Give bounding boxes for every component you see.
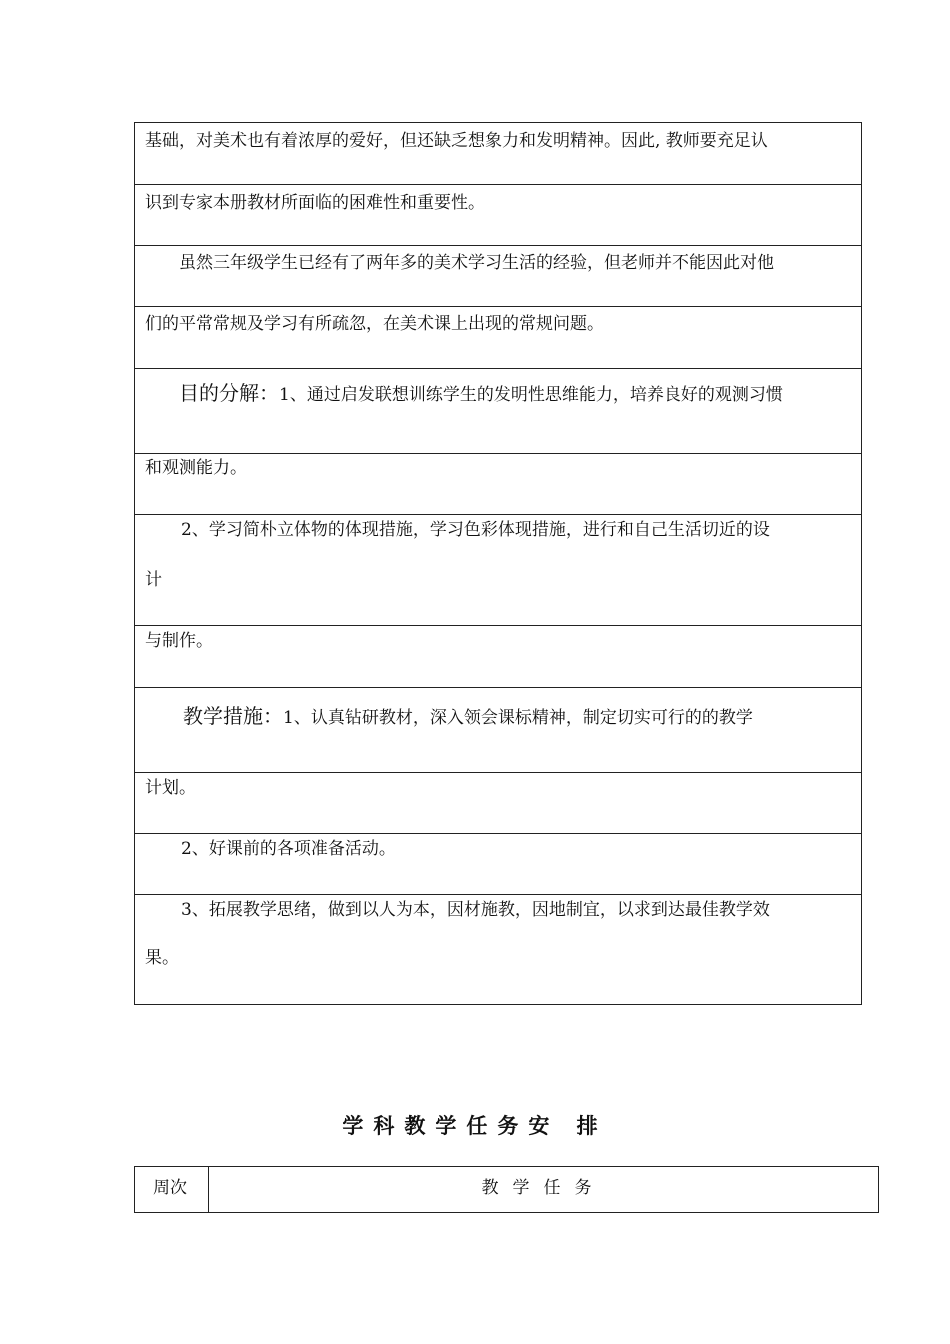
table-row <box>135 688 861 773</box>
row-text <box>183 706 753 728</box>
schedule-title: 学科教学任务安 排 <box>342 1113 608 1138</box>
table-row <box>135 307 861 369</box>
row-text: 计 <box>145 570 162 590</box>
table-row <box>135 515 861 626</box>
column-header-task: 教学任务 <box>481 1178 606 1198</box>
schedule-table <box>134 1166 879 1213</box>
table-row <box>135 895 861 1004</box>
content-table <box>134 122 862 1005</box>
row-text: 和观测能力。 <box>145 458 247 478</box>
table-row <box>135 185 861 246</box>
row-text: 2、学习简朴立体物的体现措施，学习色彩体现措施，进行和自己生活切近的设 <box>181 520 770 540</box>
section-text: 1、认真钻研教材，深入领会课标精神，制定切实可行的的教学 <box>283 708 753 728</box>
table-row <box>135 454 861 515</box>
table-row <box>135 773 861 834</box>
table-row <box>135 834 861 895</box>
row-text: 们的平常常规及学习有所疏忽，在美术课上出现的常规问题。 <box>145 314 604 334</box>
row-text: 与制作。 <box>145 631 213 651</box>
section-heading: 教学措施： <box>183 704 283 728</box>
section-heading: 目的分解： <box>179 381 279 405</box>
row-text: 基础，对美术也有着浓厚的爱好，但还缺乏想象力和发明精神。因此, 教师要充足认 <box>145 131 768 151</box>
table-row <box>135 369 861 454</box>
row-text: 识到专家本册教材所面临的困难性和重要性。 <box>145 193 485 213</box>
table-row <box>135 246 861 307</box>
table-row <box>135 123 861 185</box>
row-text <box>179 383 783 405</box>
row-text: 2、好课前的各项准备活动。 <box>181 839 396 859</box>
row-text: 虽然三年级学生已经有了两年多的美术学习生活的经验，但老师并不能因此对他 <box>179 253 774 273</box>
table-row <box>135 626 861 688</box>
row-text: 果。 <box>145 948 179 968</box>
row-text: 3、拓展教学思绪，做到以人为本，因材施教，因地制宜，以求到达最佳教学效 <box>181 900 770 920</box>
section-text: 1、通过启发联想训练学生的发明性思维能力，培养良好的观测习惯 <box>279 385 783 405</box>
column-header-week: 周次 <box>135 1167 209 1212</box>
row-text: 计划。 <box>145 778 196 798</box>
